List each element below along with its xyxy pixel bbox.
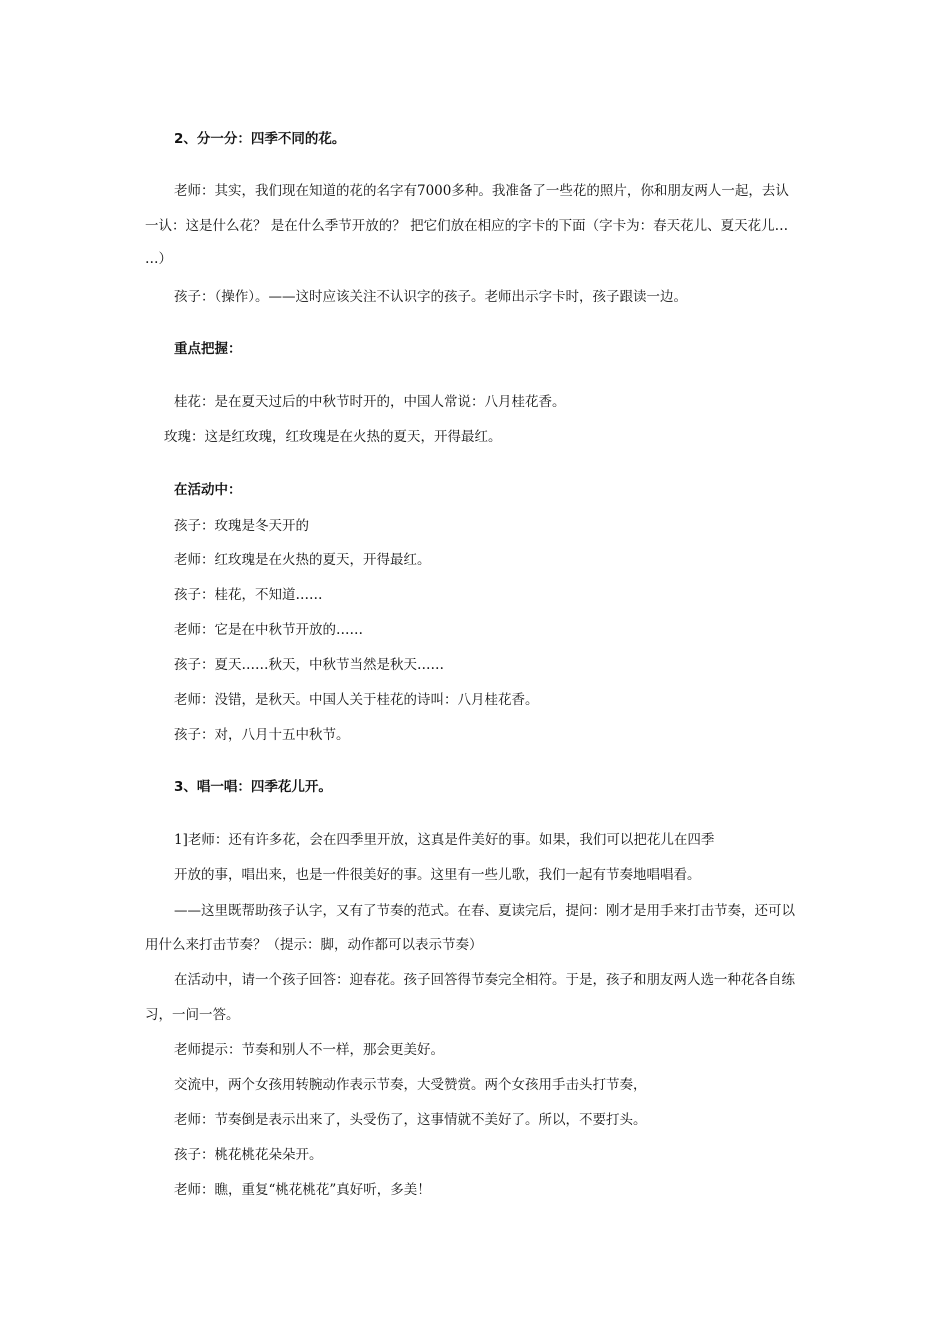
activity-line: 老师：红玫瑰是在火热的夏天，开得最红。 xyxy=(174,552,431,568)
section-3-line: 孩子：桃花桃花朵朵开。 xyxy=(174,1147,323,1163)
activity-line: 老师：没错，是秋天。中国人关于桂花的诗叫：八月桂花香。 xyxy=(174,692,539,708)
section-3-line: 习，一问一答。 xyxy=(145,1007,240,1023)
section-3-line: 交流中，两个女孩用转腕动作表示节奏，大受赞赏。两个女孩用手击头打节奏， xyxy=(174,1077,647,1093)
section-3-line: 老师提示：节奏和别人不一样，那会更美好。 xyxy=(174,1042,444,1058)
keypoints-heading: 重点把握： xyxy=(174,341,242,357)
activity-line: 孩子：桂花，不知道…… xyxy=(174,587,323,603)
activity-line: 孩子：夏天……秋天，中秋节当然是秋天…… xyxy=(174,657,444,673)
section-2-paragraph-1-line-1: 老师：其实，我们现在知道的花的名字有7000多种。我准备了一些花的照片，你和朋友两人一起，去认 xyxy=(174,183,789,199)
activity-heading: 在活动中： xyxy=(174,482,242,498)
section-3-line: 老师：节奏倒是表示出来了，头受伤了，这事情就不美好了。所以，不要打头。 xyxy=(174,1112,647,1128)
section-3-heading: 3、唱一唱：四季花儿开。 xyxy=(174,779,332,795)
section-2-paragraph-1-line-2: 一认：这是什么花？ 是在什么季节开放的？ 把它们放在相应的字卡的下面（字卡为：春天花儿、夏天花儿… xyxy=(145,218,789,234)
section-3-line: ——这里既帮助孩子认字，又有了节奏的范式。在春、夏读完后，提问：刚才是用手来打击节奏，还可以 xyxy=(174,903,795,919)
section-3-line: 用什么来打击节奏？（提示：脚，动作都可以表示节奏） xyxy=(145,937,483,953)
section-3-line: 1]老师：还有许多花，会在四季里开放，这真是件美好的事。如果，我们可以把花儿在四季 xyxy=(174,832,715,848)
keypoints-line-1: 桂花：是在夏天过后的中秋节时开的，中国人常说：八月桂花香。 xyxy=(174,394,566,410)
section-2-paragraph-2: 孩子：（操作）。——这时应该关注不认识字的孩子。老师出示字卡时，孩子跟读一边。 xyxy=(174,289,687,305)
activity-line: 孩子：对，八月十五中秋节。 xyxy=(174,727,350,743)
section-3-line: 老师：瞧，重复“桃花桃花”真好听，多美！ xyxy=(174,1182,431,1198)
activity-line: 老师：它是在中秋节开放的…… xyxy=(174,622,363,638)
keypoints-line-2: 玫瑰：这是红玫瑰，红玫瑰是在火热的夏天，开得最红。 xyxy=(164,429,502,445)
section-3-line: 在活动中，请一个孩子回答：迎春花。孩子回答得节奏完全相符。于是，孩子和朋友两人选一种花各自练 xyxy=(174,972,795,988)
section-2-heading: 2、分一分：四季不同的花。 xyxy=(174,131,346,147)
section-3-line: 开放的事，唱出来，也是一件很美好的事。这里有一些儿歌，我们一起有节奏地唱唱看。 xyxy=(174,867,701,883)
section-2-paragraph-1-line-3: …） xyxy=(145,251,172,267)
activity-line: 孩子：玫瑰是冬天开的 xyxy=(174,518,309,534)
